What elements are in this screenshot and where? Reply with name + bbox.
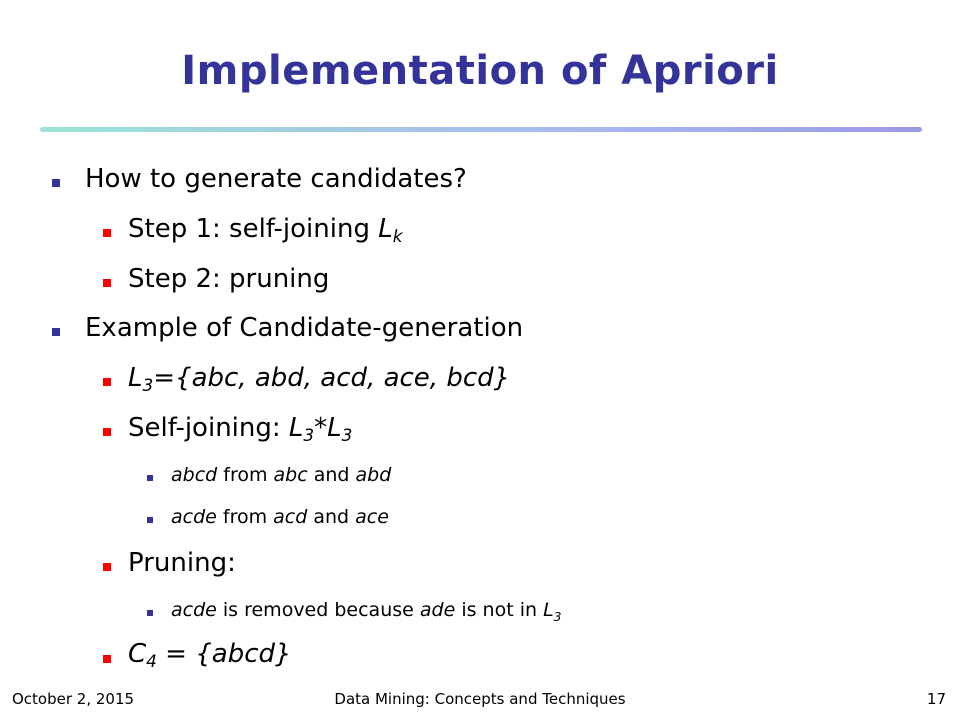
itemset-acde: acde [171, 506, 217, 528]
C-symbol: C [128, 639, 147, 669]
footer-course: Data Mining: Concepts and Techniques [334, 690, 626, 708]
itemset-abc: abc [273, 464, 308, 486]
self-joining-label: Self-joining: [128, 413, 289, 443]
and-text: and [307, 464, 356, 486]
itemset-acd: acd [273, 506, 308, 528]
l3-itemsets: ={abc, abd, acd, ace, bcd} [153, 363, 511, 393]
from-text: from [217, 464, 274, 486]
bullet-square-icon [147, 475, 153, 481]
removed-text: is removed because [216, 599, 420, 621]
subscript-3: 3 [142, 375, 154, 395]
bullet-text [171, 464, 391, 486]
L-symbol: L [128, 363, 143, 393]
bullet-square-icon [52, 179, 60, 187]
subscript-3: 3 [341, 425, 353, 445]
bullet-text: How to generate candidates? [85, 164, 467, 194]
subscript-k: k [392, 226, 403, 246]
subscript-3: 3 [303, 425, 315, 445]
bullet-square-icon [103, 378, 111, 386]
bullet-square-icon [147, 610, 153, 616]
footer-date: October 2, 2015 [12, 690, 135, 708]
subscript-4: 4 [146, 651, 157, 671]
L-symbol: L [543, 599, 554, 621]
bullet-text [171, 506, 389, 528]
itemset-ace: ace [355, 506, 389, 528]
and-text: and [307, 506, 356, 528]
from-text: from [216, 506, 274, 528]
bullet-square-icon [103, 655, 111, 663]
bullet-text [128, 413, 352, 443]
bullet-square-icon [103, 428, 111, 436]
star-L-symbol: *L [314, 413, 342, 443]
bullet-text [128, 214, 403, 244]
bullet-text [128, 639, 292, 669]
bullet-text: Step 2: pruning [128, 264, 330, 294]
bullet-square-icon [103, 563, 111, 571]
bullet-text: Pruning: [128, 548, 236, 578]
not-in-text: is not in [455, 599, 544, 621]
bullet-square-icon [52, 328, 60, 336]
itemset-acde: acde [171, 599, 217, 621]
itemset-abd: abd [355, 464, 392, 486]
subscript-3: 3 [553, 610, 562, 624]
step1-label: Step 1: self-joining [128, 214, 379, 244]
L-symbol: L [288, 413, 304, 443]
c4-itemsets: = {abcd} [156, 639, 292, 669]
bullet-square-icon [147, 517, 153, 523]
bullet-square-icon [103, 279, 111, 287]
footer-page-number: 17 [926, 690, 946, 708]
bullet-text [171, 599, 562, 624]
bullet-square-icon [103, 229, 111, 237]
itemset-abcd: abcd [171, 464, 218, 486]
bullet-text: Example of Candidate-generation [85, 313, 524, 343]
L-symbol: L [378, 214, 393, 244]
itemset-ade: ade [419, 599, 456, 621]
bullet-text [128, 363, 510, 393]
slide-title: Implementation of Apriori [181, 48, 779, 94]
